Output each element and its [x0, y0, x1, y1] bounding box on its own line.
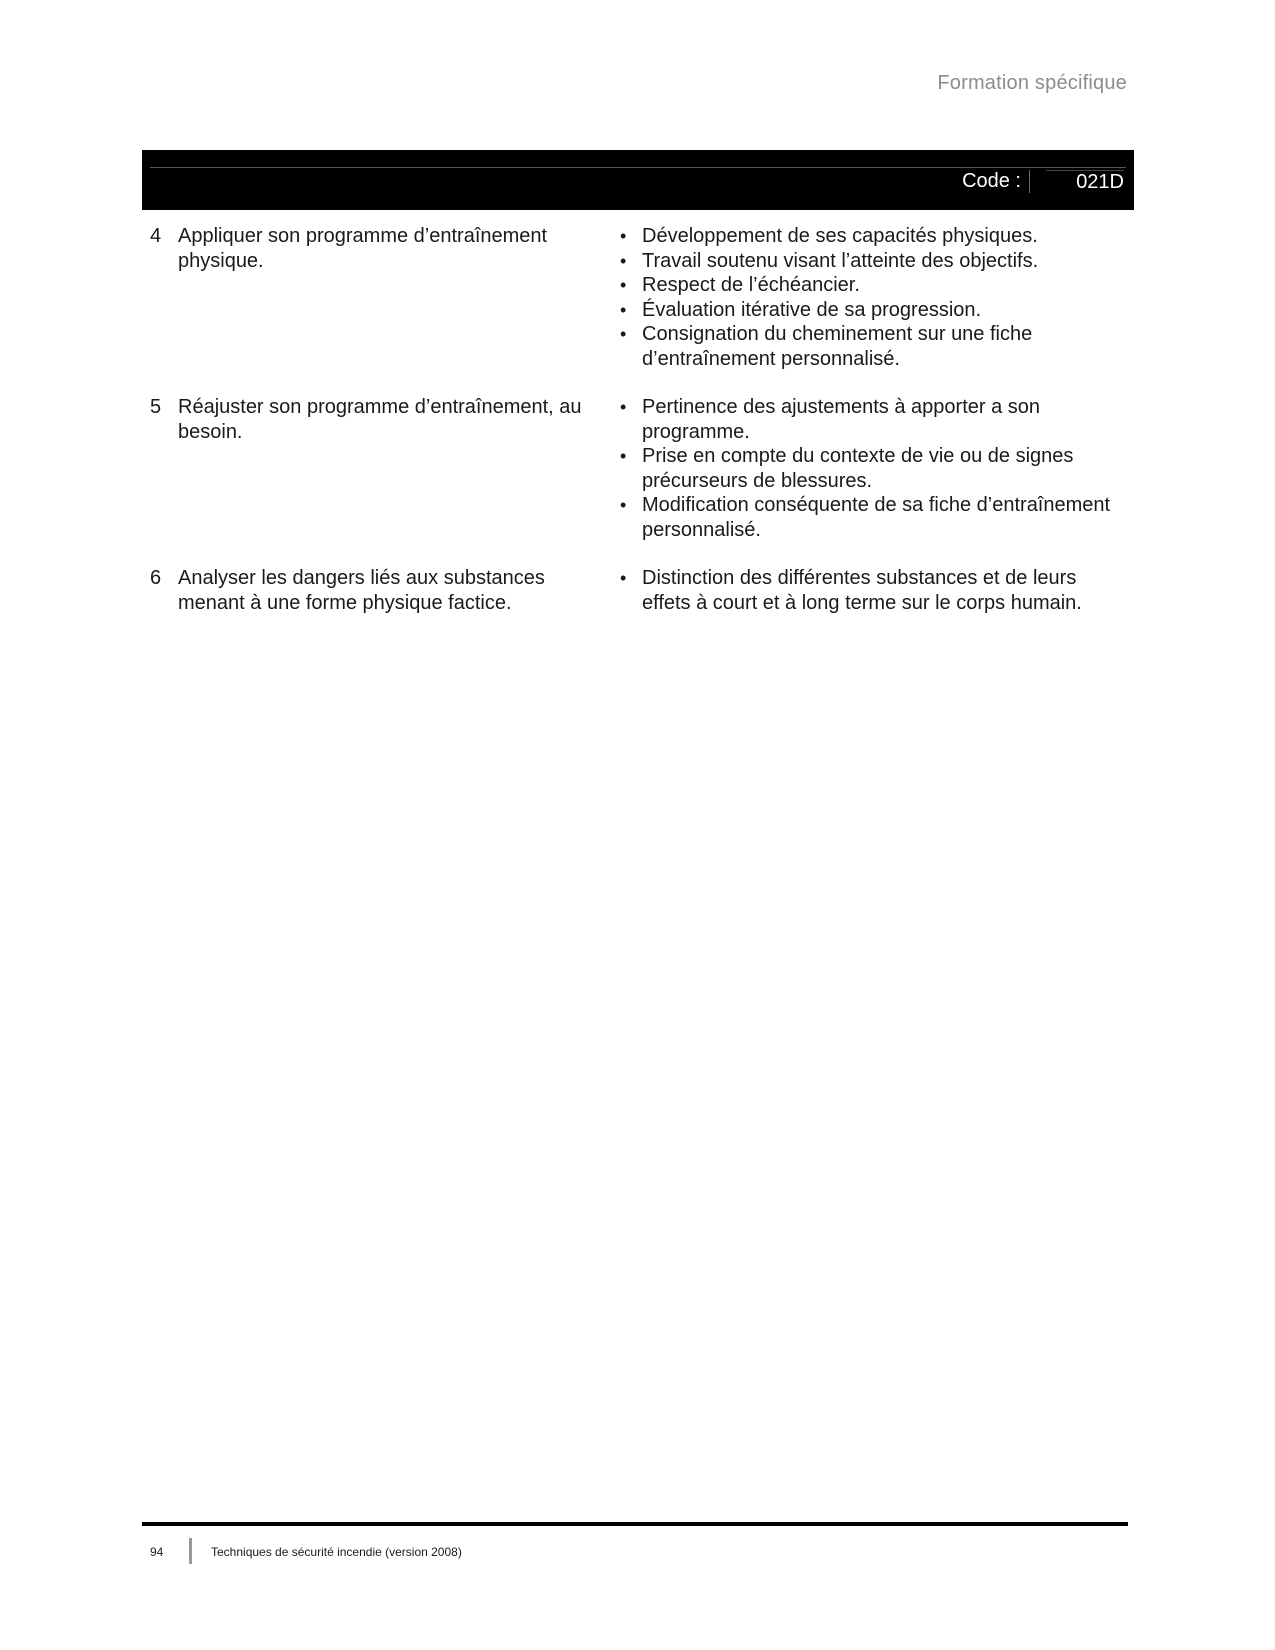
running-header: Formation spécifique [937, 72, 1127, 94]
bullet-icon: • [620, 397, 627, 417]
element-text: Réajuster son programme d’entraînement, au besoin. [178, 396, 582, 443]
code-label: Code : [962, 170, 1030, 193]
element-text: Analyser les dangers liés aux substances menant à une forme physique factice. [178, 567, 545, 614]
element-number: 4 [150, 225, 162, 247]
list-item: • Respect de l’échéancier. [620, 274, 860, 296]
page-number: 94 [150, 1545, 164, 1559]
list-item: • Distinction des différentes substances et de leurs effets à court et à long terme sur le corps humain. [620, 567, 1082, 614]
element-cell [150, 566, 620, 615]
bullet-icon: • [620, 275, 627, 295]
criteria-list [620, 566, 1125, 615]
element-number: 5 [150, 396, 162, 418]
bullet-icon: • [620, 495, 627, 515]
criteria-list [620, 224, 1125, 371]
list-item: • Évaluation itérative de sa progression. [620, 298, 982, 321]
criteria-list [620, 395, 1125, 542]
element-cell [150, 395, 620, 542]
bullet-icon: • [620, 250, 627, 271]
table-row [150, 395, 1125, 542]
bullet-icon: • [620, 299, 627, 320]
element-number: 6 [150, 567, 162, 589]
code-bar-rule [150, 167, 1126, 168]
footer-document-title: Techniques de sécurité incendie (version 2008) [211, 1545, 462, 1559]
element-cell [150, 224, 620, 371]
list-item: • Prise en compte du contexte de vie ou de signes précurseurs de blessures. [620, 445, 1074, 492]
table-row [150, 566, 1125, 615]
list-item: • Modification conséquente de sa fiche d’entraînement personnalisé. [620, 494, 1111, 541]
footer-separator [189, 1538, 192, 1564]
competency-table [150, 224, 1125, 615]
bullet-icon: • [620, 568, 627, 588]
table-row [150, 224, 1125, 371]
bullet-icon: • [620, 446, 627, 466]
code-value: 021D [1046, 170, 1124, 194]
code-bar [142, 150, 1134, 210]
footer-rule [142, 1522, 1128, 1526]
list-item: • Travail soutenu visant l’atteinte des objectifs. [620, 249, 1039, 272]
list-item: • Développement de ses capacités physiques. [620, 225, 1038, 247]
list-item: • Pertinence des ajustements à apporter a son programme. [620, 396, 1041, 443]
list-item: • Consignation du cheminement sur une fiche d’entraînement personnalisé. [620, 323, 1033, 370]
bullet-icon: • [620, 324, 627, 344]
element-text: Appliquer son programme d’entraînement physique. [178, 225, 548, 272]
bullet-icon: • [620, 226, 627, 246]
